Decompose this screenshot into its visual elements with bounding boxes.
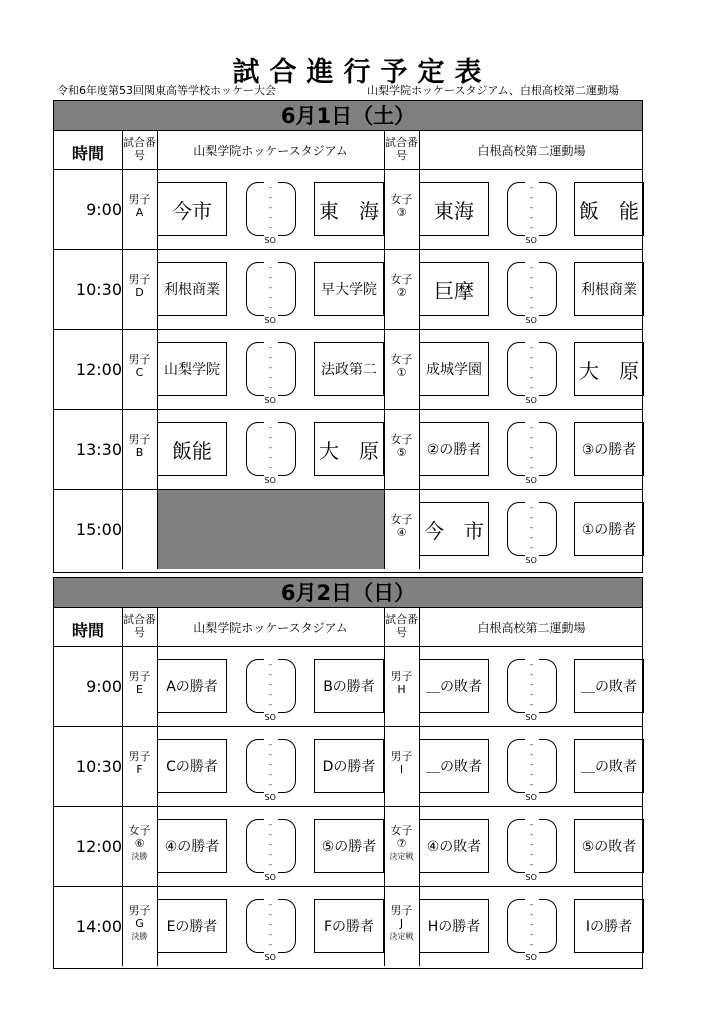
bracket-left [246,262,264,316]
match-code-line: F [136,763,143,776]
score-dashes [527,820,537,870]
score-dash: - [269,223,272,232]
bracket-left [246,899,264,953]
score-dashes [527,660,537,710]
bracket-left [246,422,264,476]
team-right: ⑤の勝者 [314,819,384,873]
match-code [384,670,419,696]
score-dash: - [269,920,272,929]
score-dashes [527,740,537,790]
score-dash: - [530,223,533,232]
score-dash: - [530,770,533,779]
bracket-right [278,342,296,396]
match-code-line: H [397,683,406,696]
match-code-line: 女子 [390,824,413,837]
score-dash: - [269,183,272,192]
score-dash: - [269,780,272,789]
team-left: 巨摩 [419,262,489,316]
bracket-left [507,422,525,476]
score-dash: - [530,940,533,949]
day-1-header: 6月1日（土） [54,101,642,131]
match-time: 10:30 [75,280,122,299]
bracket-left [246,659,264,713]
team-right: Iの勝者 [574,899,644,953]
empty-slot [158,490,384,569]
grid-line [54,886,642,887]
team-left: ④の敗者 [419,819,489,873]
score-dash: - [530,273,533,282]
score-dash: - [269,283,272,292]
score-dash: - [530,740,533,749]
match-code-line: 女子 [128,824,151,837]
score-dash: - [530,910,533,919]
grid-line [54,726,642,727]
score-dash: - [530,513,533,522]
team-right: ①の勝者 [574,502,644,556]
score-dash: - [269,353,272,362]
score-dash: - [269,203,272,212]
match-code-line: 男子 [390,904,413,917]
score-dash: - [269,760,272,769]
score-dash: - [269,820,272,829]
team-right: Bの勝者 [314,659,384,713]
score-dash: - [530,680,533,689]
match-code [122,273,157,299]
match-code-line: 男子 [128,670,151,683]
bracket-right [278,739,296,793]
bracket-right [539,342,557,396]
score-dash: - [269,770,272,779]
match-code-line: 男子 [128,353,151,366]
score-dash: - [530,830,533,839]
team-left: 今 市 [419,502,489,556]
bracket-left [507,899,525,953]
match-code-line: ⑥ [134,837,145,850]
score-dash: - [530,930,533,939]
header-code-2: 試合番号 [385,136,418,162]
score-dash: - [269,670,272,679]
header-code-2: 試合番号 [385,613,418,639]
score-dash: - [530,780,533,789]
score-dash: - [530,760,533,769]
score-dash: - [269,273,272,282]
team-right: 利根商業 [574,262,644,316]
score-dash: - [530,203,533,212]
bracket-right [539,262,557,316]
score-dash: - [530,533,533,542]
score-dash: - [269,840,272,849]
match-code-line: 決勝 [131,932,148,941]
match-code-line: D [135,286,144,299]
match-code [384,513,419,539]
match-time: 14:00 [75,917,122,936]
score-dash: - [530,660,533,669]
match-code-line: B [135,446,144,459]
bracket-left [507,342,525,396]
score-dash: - [530,690,533,699]
match-time: 15:00 [75,520,122,539]
score-dash: - [530,503,533,512]
score-dash: - [530,920,533,929]
bracket-left [507,739,525,793]
match-code [122,353,157,379]
team-right: Dの勝者 [314,739,384,793]
score-dash: - [530,453,533,462]
team-right: ＿の敗者 [574,659,644,713]
tournament-name: 令和6年度第53回関東高等学校ホッケー大会 [57,84,276,97]
score-dash: - [269,660,272,669]
score-dash: - [530,423,533,432]
match-time: 12:00 [75,360,122,379]
score-dash: - [269,193,272,202]
score-dash: - [530,263,533,272]
match-code-line: 男子 [128,750,151,763]
bracket-left [246,342,264,396]
bracket-right [539,899,557,953]
shootout-label: SO [264,873,276,882]
bracket-right [539,182,557,236]
match-code-line: 男子 [390,750,413,763]
match-code-line: ⑤ [396,446,407,459]
score-dash: - [269,860,272,869]
match-code [384,904,419,943]
bracket-left [246,182,264,236]
shootout-label: SO [525,953,537,962]
team-left: 成城学園 [419,342,489,396]
shootout-label: SO [525,556,537,565]
bracket-right [539,502,557,556]
score-dash: - [530,463,533,472]
team-right: 大 原 [314,422,384,476]
bracket-left [507,182,525,236]
score-dash: - [269,453,272,462]
score-dash: - [269,680,272,689]
team-left: 飯能 [157,422,227,476]
header-venue-2: 白根高校第二運動場 [477,144,586,158]
match-code-line: C [135,366,144,379]
team-right: 大 原 [574,342,644,396]
score-dashes [266,660,276,710]
shootout-label: SO [525,476,537,485]
match-code-line: 女子 [390,513,413,526]
match-code-line: E [136,683,143,696]
shootout-label: SO [525,396,537,405]
match-code-line: 男子 [128,433,151,446]
match-time: 9:00 [86,200,122,219]
match-code [122,433,157,459]
score-dashes [527,343,537,393]
grid-line [54,169,642,170]
header-venue-1: 山梨学院ホッケースタジアム [193,144,348,158]
bracket-left [246,819,264,873]
shootout-label: SO [264,316,276,325]
score-dash: - [530,283,533,292]
score-dash: - [530,193,533,202]
shootout-label: SO [264,953,276,962]
day-2-header: 6月2日（日） [54,578,642,608]
bracket-left [507,659,525,713]
header-time: 時間 [71,621,104,640]
match-code-line: 男子 [390,670,413,683]
score-dash: - [530,850,533,859]
shootout-label: SO [264,793,276,802]
score-dash: - [530,750,533,759]
score-dash: - [530,543,533,552]
score-dash: - [530,860,533,869]
team-left: ＿の敗者 [419,659,489,713]
match-code-line: 決定戦 [389,932,414,941]
team-right: ⑤の敗者 [574,819,644,873]
score-dash: - [269,433,272,442]
score-dash: - [269,830,272,839]
header-venue-1: 山梨学院ホッケースタジアム [193,621,348,635]
score-dashes [266,343,276,393]
score-dash: - [269,940,272,949]
score-dashes [527,423,537,473]
team-right: 早大学院 [314,262,384,316]
match-code-line: 女子 [390,433,413,446]
score-dashes [266,740,276,790]
grid-line [54,806,642,807]
score-dash: - [269,930,272,939]
team-right: ③の勝者 [574,422,644,476]
match-code-line: I [399,763,404,776]
header-code-1: 試合番号 [123,136,156,162]
score-dash: - [530,373,533,382]
score-dash: - [530,443,533,452]
score-dash: - [530,433,533,442]
shootout-label: SO [525,236,537,245]
match-code-line: ⑦ [396,837,407,850]
score-dash: - [269,263,272,272]
score-dashes [266,820,276,870]
match-time: 13:30 [75,440,122,459]
match-code-line: ③ [396,206,407,219]
shootout-label: SO [525,713,537,722]
shootout-label: SO [525,793,537,802]
shootout-label: SO [264,713,276,722]
score-dash: - [269,373,272,382]
shootout-label: SO [525,873,537,882]
score-dash: - [530,700,533,709]
bracket-right [539,819,557,873]
match-code-line: ② [396,286,407,299]
match-code [122,824,157,863]
match-code [122,904,157,943]
team-right: 飯 能 [574,182,644,236]
match-code [122,750,157,776]
bracket-right [539,659,557,713]
match-code-line: A [135,206,144,219]
score-dash: - [530,363,533,372]
score-dash: - [530,213,533,222]
match-code-line: ① [396,366,407,379]
bracket-left [246,739,264,793]
match-code [384,193,419,219]
score-dashes [266,900,276,950]
match-code [384,433,419,459]
team-left: ②の勝者 [419,422,489,476]
score-dash: - [269,910,272,919]
score-dash: - [530,840,533,849]
score-dash: - [269,293,272,302]
grid-line [54,249,642,250]
score-dash: - [269,303,272,312]
venues-list: 山梨学院ホッケースタジアム、白根高校第二運動場 [367,84,620,97]
grid-line [54,646,642,647]
match-code [384,273,419,299]
bracket-right [278,262,296,316]
bracket-right [278,182,296,236]
score-dashes [266,183,276,233]
match-code-line: ④ [396,526,407,539]
match-code-line: 女子 [390,273,413,286]
match-code-line: 女子 [390,353,413,366]
score-dash: - [530,900,533,909]
match-code-line: G [135,917,144,930]
team-left: 利根商業 [157,262,227,316]
shootout-label: SO [525,316,537,325]
match-code [384,750,419,776]
team-left: Aの勝者 [157,659,227,713]
score-dash: - [269,463,272,472]
header-time: 時間 [71,144,104,163]
score-dash: - [530,353,533,362]
score-dash: - [269,363,272,372]
team-right: 東 海 [314,182,384,236]
score-dash: - [269,900,272,909]
match-code [384,353,419,379]
bracket-right [278,659,296,713]
bracket-right [278,819,296,873]
grid-line [54,409,642,410]
score-dashes [527,900,537,950]
team-left: ＿の敗者 [419,739,489,793]
match-code-line: J [399,917,404,930]
day-2-schedule [53,577,643,969]
score-dash: - [530,523,533,532]
score-dash: - [269,700,272,709]
score-dashes [527,503,537,553]
shootout-label: SO [264,236,276,245]
bracket-left [507,262,525,316]
team-left: 今市 [157,182,227,236]
match-code-line: 決勝 [131,852,148,861]
score-dash: - [269,443,272,452]
score-dash: - [269,213,272,222]
page-title: 試合進行予定表 [232,57,492,88]
header-venue-2: 白根高校第二運動場 [477,621,586,635]
match-code-line: 男子 [128,193,151,206]
match-code-line: 男子 [128,904,151,917]
shootout-label: SO [264,396,276,405]
match-code [384,824,419,863]
score-dash: - [269,740,272,749]
team-left: 山梨学院 [157,342,227,396]
score-dash: - [530,820,533,829]
match-code [122,193,157,219]
bracket-right [278,899,296,953]
team-left: Eの勝者 [157,899,227,953]
score-dash: - [530,303,533,312]
score-dash: - [269,750,272,759]
team-right: 法政第二 [314,342,384,396]
header-code-1: 試合番号 [123,613,156,639]
score-dash: - [530,183,533,192]
team-left: ④の勝者 [157,819,227,873]
team-left: 東海 [419,182,489,236]
team-left: Hの勝者 [419,899,489,953]
match-code-line: 女子 [390,193,413,206]
score-dash: - [530,670,533,679]
score-dash: - [530,293,533,302]
match-time: 10:30 [75,757,122,776]
score-dash: - [269,850,272,859]
match-code [122,670,157,696]
score-dash: - [530,343,533,352]
score-dashes [266,263,276,313]
bracket-left [507,502,525,556]
score-dashes [266,423,276,473]
match-code-line: 決定戦 [389,852,414,861]
bracket-right [278,422,296,476]
match-time: 9:00 [86,677,122,696]
bracket-left [507,819,525,873]
bracket-right [539,739,557,793]
day-1-schedule [53,100,643,573]
score-dash: - [269,343,272,352]
match-time: 12:00 [75,837,122,856]
score-dash: - [269,690,272,699]
score-dashes [527,183,537,233]
score-dash: - [269,383,272,392]
team-right: Fの勝者 [314,899,384,953]
bracket-right [539,422,557,476]
grid-line [54,329,642,330]
score-dashes [527,263,537,313]
match-code-line: 男子 [128,273,151,286]
score-dash: - [269,423,272,432]
shootout-label: SO [264,476,276,485]
team-right: ＿の敗者 [574,739,644,793]
score-dash: - [530,383,533,392]
team-left: Cの勝者 [157,739,227,793]
